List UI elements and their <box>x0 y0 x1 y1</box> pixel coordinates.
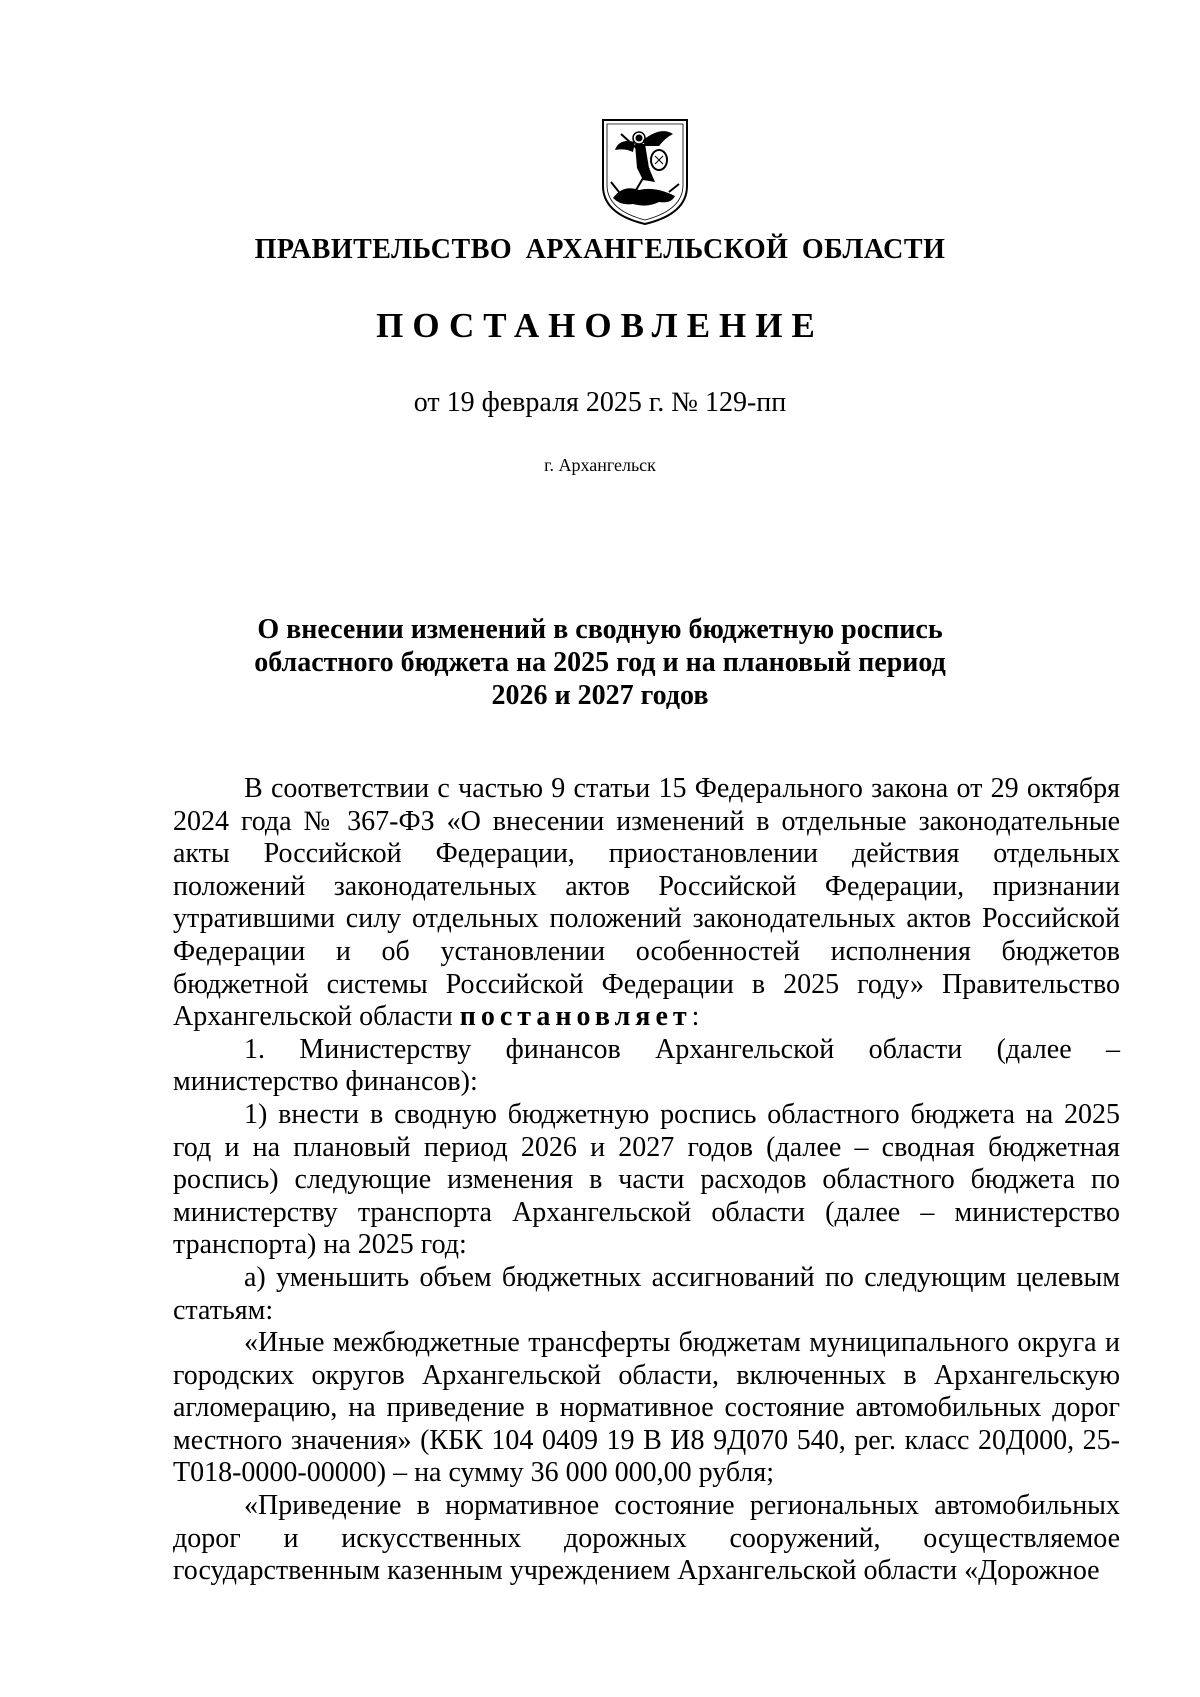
decree-word: постановляет <box>459 1001 692 1033</box>
preamble-paragraph <box>173 773 1120 1034</box>
item-1-paragraph: 1. Министерству финансов Архангельской области (далее – министерство финансов): <box>173 1033 1120 1098</box>
document-subject <box>0 613 1200 712</box>
item-a-paragraph: а) уменьшить объем бюджетных ассигнований по следующим целевым статьям: <box>173 1261 1120 1326</box>
decree-colon: : <box>691 1001 700 1033</box>
government-title: ПРАВИТЕЛЬСТВО АРХАНГЕЛЬСКОЙ ОБЛАСТИ <box>254 234 946 265</box>
quote-2-paragraph: «Приведение в нормативное состояние региональных автомобильных дорог и искусственных дорожных сооружений, осуществляемое государственным казенным учреждением Архангельской области «Дорожное <box>173 1490 1120 1587</box>
preamble-text: В соответствии с частью 9 статьи 15 Федерального закона от 29 октября 2024 года № 367-ФЗ «О внесении изменений в отдельные законодательные акты Российской Федерации, приостановлении действия отдельных положений законодательных актов Российской Федерации, признании утратившими силу отдельных положений законодательных актов Российской Федерации и об установлении особенностей исполнения бюджетов бюджетной системы Российской Федерации в 2025 году» Правительство Архангельской области <box>173 773 1120 1033</box>
document-body <box>173 773 1120 1588</box>
subject-line: 2026 и 2027 годов <box>491 680 709 711</box>
document-date-number: от 19 февраля 2025 г. № 129-пп <box>413 387 787 418</box>
item-1-1-paragraph: 1) внести в сводную бюджетную роспись областного бюджета на 2025 год и на плановый период 2026 и 2027 годов (далее – сводная бюджетная роспись) следующие изменения в части расходов областного бюджета по министерству транспорта Архангельской области (далее – министерство транспорта) на 2025 год: <box>173 1098 1120 1261</box>
document-city: г. Архангельск <box>544 455 656 475</box>
subject-line: О внесении изменений в сводную бюджетную роспись <box>257 614 943 645</box>
document-type: ПОСТАНОВЛЕНИЕ <box>376 306 824 345</box>
subject-line: областного бюджета на 2025 год и на плановый период <box>254 647 946 678</box>
arkhangelsk-coat-of-arms-icon <box>599 116 691 228</box>
quote-1-paragraph: «Иные межбюджетные трансферты бюджетам муниципального округа и городских округов Архангельской области, включенных в Архангельскую агломерацию, на приведение в нормативное состояние автомобильных дорог местного значения» (КБК 104 0409 19 В И8 9Д070 540, рег. класс 20Д000, 25-Т018-0000-00000) – на сумму 36 000 000,00 рубля; <box>173 1327 1120 1489</box>
